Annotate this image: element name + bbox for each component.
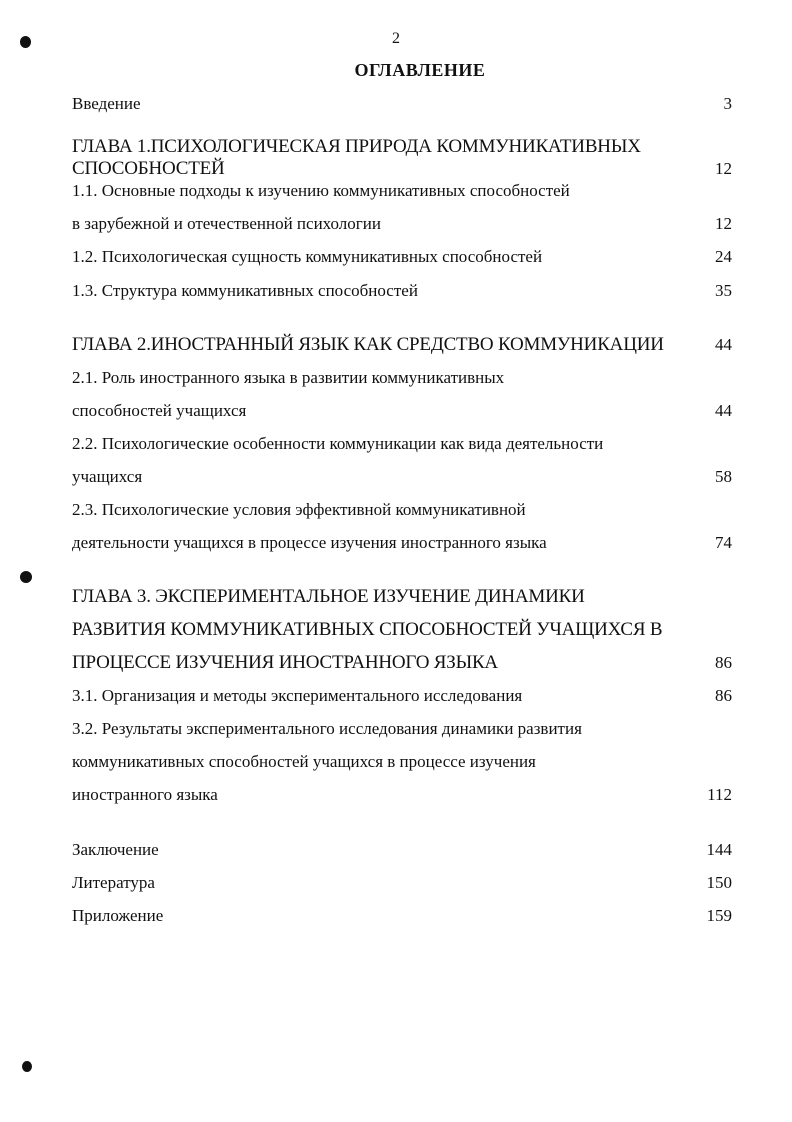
page-number: 2 — [392, 30, 400, 47]
chapter-3-title-line-2: РАЗВИТИЯ КОММУНИКАТИВНЫХ СПОСОБНОСТЕЙ УЧАЩИХСЯ В — [72, 619, 663, 640]
scan-speck-middle — [20, 571, 32, 583]
section-3-2-line-1: 3.2. Результаты экспериментального исследования динамики развития — [72, 719, 582, 738]
chapter-1-title-line-2: СПОСОБНОСТЕЙ — [72, 158, 225, 179]
section-3-2-line-2: коммуникативных способностей учащихся в процессе изучения — [72, 752, 536, 771]
section-2-1-line-1: 2.1. Роль иностранного языка в развитии коммуникативных — [72, 368, 505, 387]
toc-page-intro: 3 — [723, 94, 732, 113]
chapter-1-title-line-1: ГЛАВА 1.ПСИХОЛОГИЧЕСКАЯ ПРИРОДА КОММУНИКАТИВНЫХ — [72, 136, 641, 157]
section-3-1: 3.1. Организация и методы экспериментального исследования — [72, 686, 523, 705]
chapter-2-title: ГЛАВА 2.ИНОСТРАННЫЙ ЯЗЫК КАК СРЕДСТВО КОММУНИКАЦИИ — [72, 334, 664, 355]
toc-page-appendix: 159 — [706, 906, 732, 925]
chapter-1-page: 12 — [715, 159, 732, 178]
section-2-2-line-1: 2.2. Психологические особенности коммуникации как вида деятельности — [72, 434, 604, 453]
toc-entry-appendix: Приложение — [72, 906, 164, 925]
toc-entry-intro: Введение — [72, 94, 141, 113]
section-2-3-line-2: деятельности учащихся в процессе изучения иностранного языка — [72, 533, 547, 552]
section-1-1-line-2: в зарубежной и отечественной психологии — [72, 214, 381, 233]
chapter-2-page: 44 — [715, 335, 732, 354]
chapter-3-title-line-1: ГЛАВА 3. ЭКСПЕРИМЕНТАЛЬНОЕ ИЗУЧЕНИЕ ДИНАМИКИ — [72, 586, 585, 607]
section-3-1-page: 86 — [715, 686, 732, 705]
page-title: ОГЛАВЛЕНИЕ — [354, 60, 486, 80]
section-1-1-page: 12 — [715, 214, 732, 233]
section-2-2-line-2: учащихся — [72, 467, 143, 486]
toc-page-literature: 150 — [706, 873, 732, 892]
chapter-3-page: 86 — [715, 653, 732, 672]
scan-speck-bottom — [22, 1061, 32, 1072]
toc-entry-conclusion: Заключение — [72, 840, 159, 859]
section-2-2-page: 58 — [715, 467, 732, 486]
chapter-3-title-line-3: ПРОЦЕССЕ ИЗУЧЕНИЯ ИНОСТРАННОГО ЯЗЫКА — [72, 652, 498, 673]
toc-entry-literature: Литература — [72, 873, 155, 892]
section-2-3-page: 74 — [715, 533, 732, 552]
section-2-3-line-1: 2.3. Психологические условия эффективной коммуникативной — [72, 500, 526, 519]
section-1-2-page: 24 — [715, 247, 732, 266]
section-1-1-line-1: 1.1. Основные подходы к изучению коммуникативных способностей — [72, 181, 570, 200]
section-2-1-page: 44 — [715, 401, 732, 420]
section-1-2: 1.2. Психологическая сущность коммуникативных способностей — [72, 247, 543, 266]
section-1-3: 1.3. Структура коммуникативных способностей — [72, 281, 418, 300]
section-1-3-page: 35 — [715, 281, 732, 300]
section-3-2-page: 112 — [707, 785, 732, 804]
toc-page-conclusion: 144 — [706, 840, 732, 859]
section-2-1-line-2: способностей учащихся — [72, 401, 247, 420]
section-3-2-line-3: иностранного языка — [72, 785, 218, 804]
